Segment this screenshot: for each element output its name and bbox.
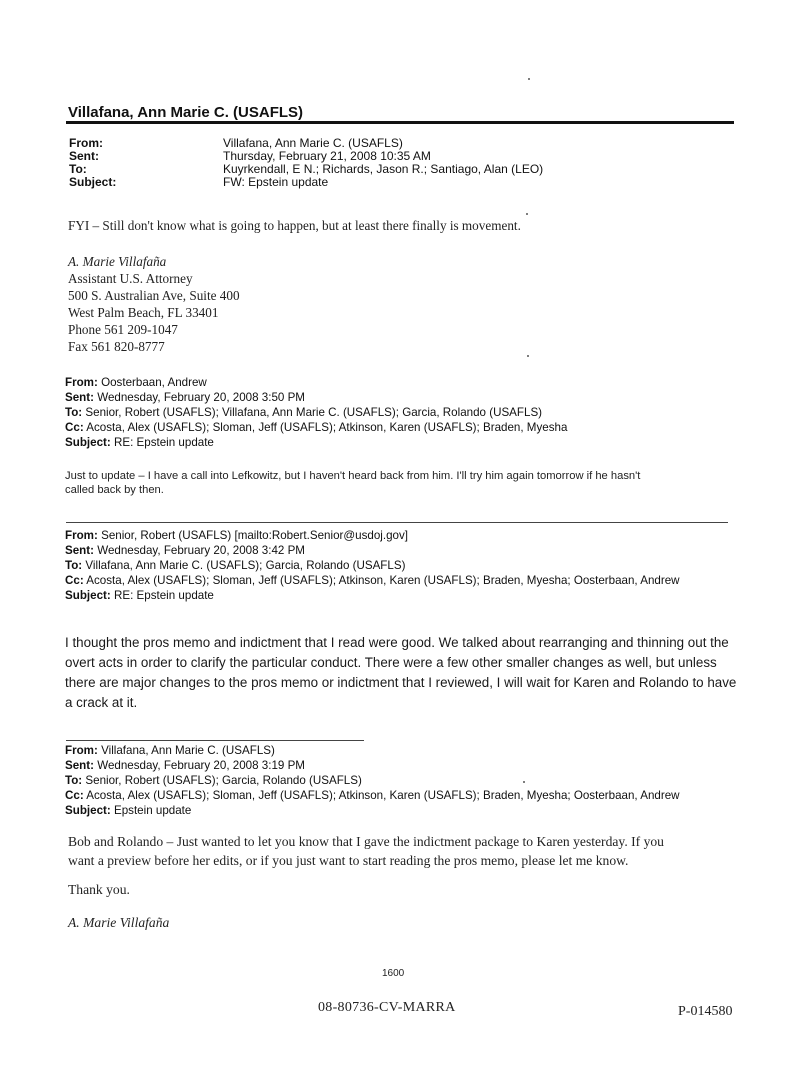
- message3-divider: [66, 740, 364, 741]
- subject-value: FW: Epstein update: [223, 175, 329, 189]
- to-label: To:: [69, 162, 87, 176]
- sent-value: Thursday, February 21, 2008 10:35 AM: [223, 149, 431, 163]
- page-number: 1600: [382, 968, 405, 979]
- message2-cc: Cc: Acosta, Alex (USAFLS); Sloman, Jeff (USAFLS); Atkinson, Karen (USAFLS); Braden, Myesha; Oosterbaan, Andrew: [65, 574, 680, 587]
- title-rule: [66, 121, 734, 124]
- subject-label: Subject:: [69, 175, 117, 189]
- signature-address-2: West Palm Beach, FL 33401: [68, 305, 219, 320]
- signature-phone: Phone 561 209-1047: [68, 322, 178, 337]
- message1-cc: Cc: Acosta, Alex (USAFLS); Sloman, Jeff (USAFLS); Atkinson, Karen (USAFLS); Braden, Myesha: [65, 421, 568, 434]
- message3-body-line1: Bob and Rolando – Just wanted to let you know that I gave the indictment package to Karen yesterday. If you: [68, 834, 664, 849]
- scan-speck: [527, 355, 529, 357]
- scan-speck: [523, 781, 525, 783]
- scan-speck: [528, 78, 530, 80]
- from-label: From:: [69, 136, 103, 150]
- case-number: 08-80736-CV-MARRA: [318, 1000, 456, 1015]
- message3-thanks: Thank you.: [68, 882, 130, 897]
- fyi-text: FYI – Still don't know what is going to happen, but at least there finally is movement.: [68, 218, 521, 233]
- message3-from: From: Villafana, Ann Marie C. (USAFLS): [65, 744, 275, 757]
- to-value: Kuyrkendall, E N.; Richards, Jason R.; Santiago, Alan (LEO): [223, 162, 544, 176]
- message2-subject: Subject: RE: Epstein update: [65, 589, 214, 602]
- message1-sent: Sent: Wednesday, February 20, 2008 3:50 PM: [65, 391, 305, 404]
- message3-sent: Sent: Wednesday, February 20, 2008 3:19 PM: [65, 759, 305, 772]
- scan-speck: [526, 213, 528, 215]
- signature-title: Assistant U.S. Attorney: [68, 271, 193, 286]
- message2-sent: Sent: Wednesday, February 20, 2008 3:42 PM: [65, 544, 305, 557]
- message2-divider: [66, 522, 728, 523]
- bates-number: P-014580: [678, 1004, 733, 1019]
- message2-from: From: Senior, Robert (USAFLS) [mailto:Robert.Senior@usdoj.gov]: [65, 529, 408, 542]
- message1-subject: Subject: RE: Epstein update: [65, 436, 214, 449]
- signature-fax: Fax 561 820-8777: [68, 339, 165, 354]
- from-value: Villafana, Ann Marie C. (USAFLS): [223, 136, 403, 150]
- document-title: Villafana, Ann Marie C. (USAFLS): [68, 104, 304, 121]
- sent-label: Sent:: [69, 149, 99, 163]
- message1-to: To: Senior, Robert (USAFLS); Villafana, Ann Marie C. (USAFLS); Garcia, Rolando (USAFLS): [65, 406, 543, 419]
- signature-name: A. Marie Villafaña: [68, 254, 167, 269]
- message1-body-line2: called back by then.: [65, 484, 164, 496]
- message1-body-line1: Just to update – I have a call into Lefkowitz, but I haven't heard back from him. I'll try him again tomorrow if he hasn't: [65, 470, 641, 482]
- signature-address-1: 500 S. Australian Ave, Suite 400: [68, 288, 240, 303]
- message3-subject: Subject: Epstein update: [65, 804, 192, 817]
- message3-body-line2: want a preview before her edits, or if you just want to start reading the pros memo, please let me know.: [68, 853, 629, 868]
- message2-body: I thought the pros memo and indictment that I read were good. We talked about rearranging and thinning out the overt acts in order to clarify the particular conduct. There were a few other smaller changes as well, but unless there are major changes to the pros memo or indictment that I reviewed, I will wait for Karen and Rolando to have a crack at it.: [65, 635, 737, 710]
- message2-to: To: Villafana, Ann Marie C. (USAFLS); Garcia, Rolando (USAFLS): [65, 559, 406, 572]
- message3-to: To: Senior, Robert (USAFLS); Garcia, Rolando (USAFLS): [65, 774, 362, 787]
- message3-cc: Cc: Acosta, Alex (USAFLS); Sloman, Jeff (USAFLS); Atkinson, Karen (USAFLS); Braden, Myesha; Oosterbaan, Andrew: [65, 789, 680, 802]
- message1-from: From: Oosterbaan, Andrew: [65, 376, 207, 389]
- message3-signature: A. Marie Villafaña: [68, 915, 170, 930]
